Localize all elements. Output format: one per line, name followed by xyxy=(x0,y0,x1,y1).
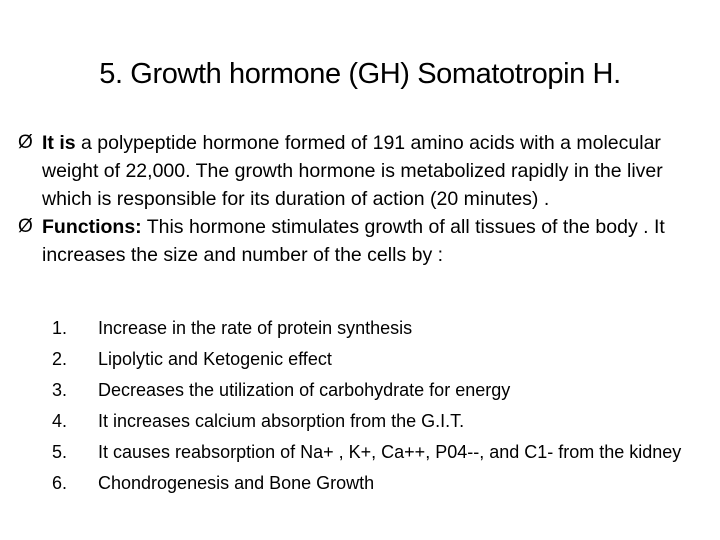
list-item-text: Chondrogenesis and Bone Growth xyxy=(98,473,375,493)
list-item xyxy=(52,468,702,499)
list-number: 6. xyxy=(52,473,68,493)
bullet-item-functions xyxy=(18,213,708,269)
list-item-text: Decreases the utilization of carbohydrate for energy xyxy=(98,380,511,400)
list-item xyxy=(52,313,702,344)
arrow-bullet-icon: Ø xyxy=(18,216,33,237)
bullet-lead: It is xyxy=(42,132,76,154)
list-number: 1. xyxy=(52,318,68,338)
list-item xyxy=(52,406,702,437)
list-number: 4. xyxy=(52,411,68,431)
list-number: 2. xyxy=(52,349,68,369)
slide-title: 5. Growth hormone (GH) Somatotropin H. xyxy=(99,58,621,90)
list-item-text: It causes reabsorption of Na+ , K+, Ca++, P04--, and C1- from the kidney xyxy=(98,442,682,462)
list-item-text: Lipolytic and Ketogenic effect xyxy=(98,349,332,369)
bullet-lead: Functions: xyxy=(42,216,142,238)
bullet-list xyxy=(18,129,708,269)
bullet-text: This hormone stimulates growth of all tissues of the body . It increases the size and number of the cells by : xyxy=(42,216,665,266)
functions-list xyxy=(52,313,702,499)
list-number: 5. xyxy=(52,442,68,462)
list-item xyxy=(52,344,702,375)
list-number: 3. xyxy=(52,380,68,400)
list-item xyxy=(52,375,702,406)
arrow-bullet-icon: Ø xyxy=(18,132,33,153)
bullet-text: a polypeptide hormone formed of 191 amino acids with a molecular weight of 22,000. The growth hormone is metabolized rapidly in the liver which is responsible for its duration of action (20 minutes) . xyxy=(42,132,663,210)
list-item xyxy=(52,437,702,468)
list-item-text: Increase in the rate of protein synthesis xyxy=(98,318,413,338)
bullet-item-description xyxy=(18,129,708,213)
list-item-text: It increases calcium absorption from the G.I.T. xyxy=(98,411,465,431)
